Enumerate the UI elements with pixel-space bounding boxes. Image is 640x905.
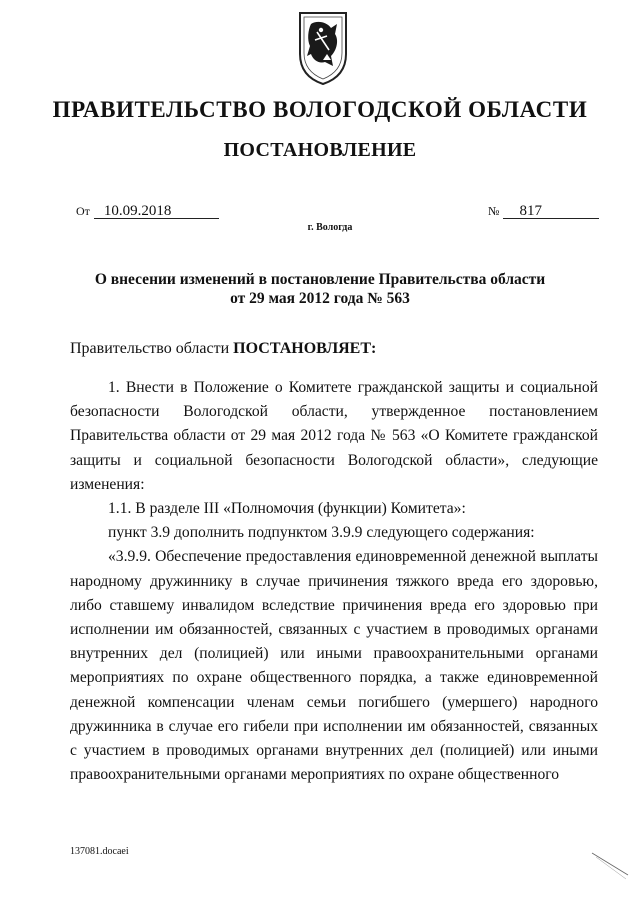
subject-line-1: О внесении изменений в постановление Правительства области — [94, 271, 546, 288]
number-value: 817 — [503, 204, 599, 219]
resolves-lead: Правительство области — [70, 340, 234, 357]
document-subject — [70, 270, 570, 308]
date-value: 10.09.2018 — [94, 204, 219, 219]
number-label: № — [488, 204, 500, 218]
document-body — [70, 376, 598, 787]
coat-of-arms-emblem — [297, 10, 349, 86]
document-type: ПОСТАНОВЛЕНИЕ — [223, 139, 417, 161]
paragraph-1-1: 1.1. В разделе III «Полномочия (функции) Комитета»: — [108, 500, 466, 518]
number-field — [488, 204, 599, 219]
date-field — [76, 204, 219, 219]
subject-line-2: от 29 мая 2012 года № 563 — [230, 290, 410, 307]
resolves-line — [70, 340, 376, 358]
city-label: г. Вологда — [307, 222, 353, 233]
government-title: ПРАВИТЕЛЬСТВО ВОЛОГОДСКОЙ ОБЛАСТИ — [52, 97, 588, 122]
resolves-keyword: ПОСТАНОВЛЯЕТ: — [233, 340, 377, 357]
footer-filename: 137081.docaei — [70, 846, 129, 857]
paragraph-3-9-9: «3.9.9. Обеспечение предоставления единовременной денежной выплаты народному дружиннику в случае причинения тяжкого вреда его здоровью, либо ставшему инвалидом вследствие причинения вреда его здоровью при исполнении им обязанностей, связанных с участием в проводимых органами внутренних дел (полицией) или иными правоохранительными органами мероприятиях по охране общественного порядка, а также единовременной денежной компенсации членам семьи погибшего (умершего) народного дружинника в случае его гибели при исполнении им обязанностей, связанных с участием в проводимых органами внутренних дел (полицией) или иными правоохранительными органами мероприятиях по охране общественного — [70, 548, 598, 784]
paragraph-1: 1. Внести в Положение о Комитете гражданской защиты и социальной безопасности Вологодской области, утвержденное постановлением Правительства области от 29 мая 2012 года № 563 «О Комитете гражданской защиты и социальной безопасности Вологодской области», следующие изменения: — [70, 379, 598, 493]
scan-corner-mark — [590, 845, 630, 885]
paragraph-3-9: пункт 3.9 дополнить подпунктом 3.9.9 следующего содержания: — [108, 524, 535, 542]
date-label: От — [76, 204, 90, 218]
